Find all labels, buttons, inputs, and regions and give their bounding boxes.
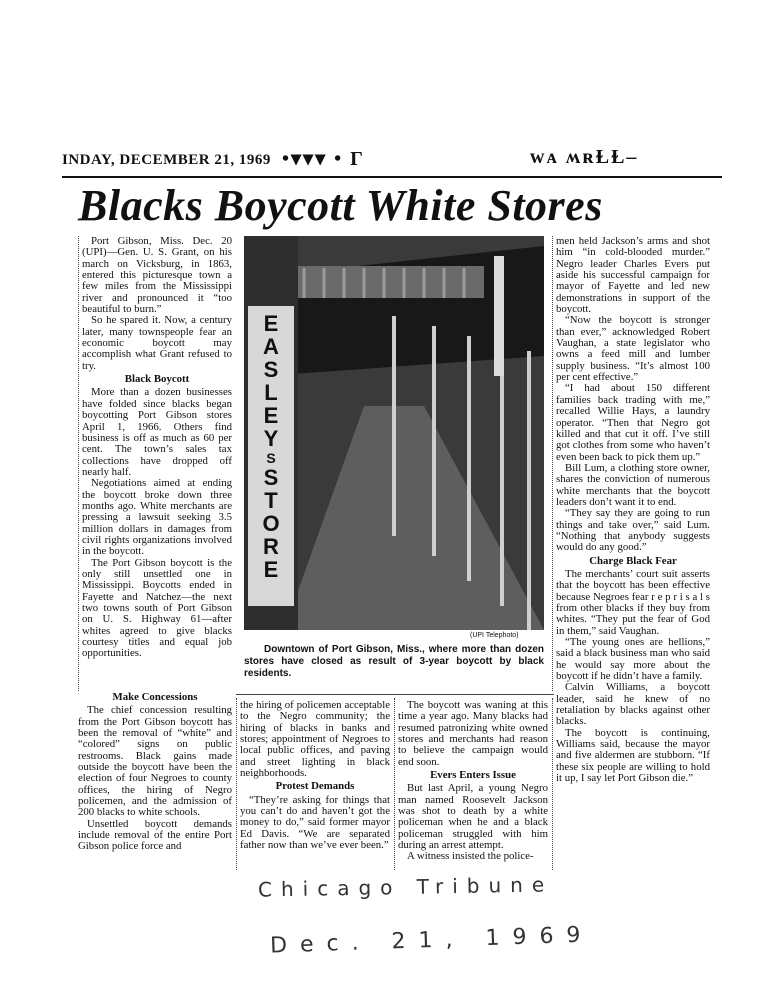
photo-credit: (UPI Telephoto) xyxy=(470,632,519,639)
article-column-2 xyxy=(240,700,390,870)
paragraph: Calvin Williams, a boycott leader, said he knew of no retaliation by blacks against other blacks. xyxy=(556,681,710,728)
masthead-fragment-mid: •▾▾▾ • Γ xyxy=(282,148,365,170)
article-column-1-continued xyxy=(78,690,232,872)
paragraph: “They say they are going to run things and take over,” said Lum. “Nothing that anybody suggests would do any good.” xyxy=(556,507,710,554)
article-column-1 xyxy=(82,236,232,690)
storefront-photo xyxy=(244,236,544,630)
sign-letter: E xyxy=(263,403,279,428)
paragraph: The Port Gibson boycott is the only still unsettled one in Mississippi. Boycotts ended in Fayette and Natchez—the next two towns south of Port Gibson on U. S. Highway 61—after whites agreed to give blacks courtesy titles and equal job opportunities. xyxy=(82,556,232,660)
paragraph: The boycott was waning at this time a year ago. Many blacks had resumed patronizing white owned stores and merchants had reason to believe the campaign would end soon. xyxy=(398,700,548,768)
handwritten-date: Dec. 21, 1969 xyxy=(269,922,594,959)
paragraph: “I had about 150 different families back trading with me,” recalled Willie Hays, a laundry operator. “Then that Negro got killed and that cut it off. I’ve still got clothes from some who haven’t even been back to pick them up.” xyxy=(556,382,710,463)
subheading: Evers Enters Issue xyxy=(430,769,516,782)
paragraph: The chief concession resulting from the Port Gibson boycott has been the removal of “white” and “colored” signs on public restrooms. Black gains made outside the boycott have been the election of four Negroes to county offices, the hiring of Negro policemen, and the admission of 200 blacks to white schools. xyxy=(78,704,232,819)
subheading: Make Concessions xyxy=(112,691,198,703)
column-rule xyxy=(552,698,553,870)
paragraph: Unsettled boycott demands include removal of the entire Port Gibson police force and xyxy=(78,817,232,853)
sign-letter: S xyxy=(263,465,279,490)
column-rule xyxy=(78,236,79,691)
paragraph: “They’re asking for things that you can’t do and haven’t got the money to do,” said former mayor Ed Davis. “We are separated father now than we’ve ever been.” xyxy=(240,793,390,852)
masthead-fragment-right: ᴡᴀ ʍʀⱢⱢ– xyxy=(530,146,639,168)
paragraph: “The young ones are hellions,” said a black business man who said he would say more about the boycott if he didn’t have a family. xyxy=(556,636,710,683)
paragraph: The boycott is continuing, Williams said, because the mayor and five aldermen are stubborn. “If these six people are willing to hold it up, I say let Port Gibson die.” xyxy=(556,726,710,785)
sign-letter: E xyxy=(263,557,279,582)
sign-letter: Y xyxy=(263,426,279,451)
article-column-4 xyxy=(556,236,710,870)
store-sign xyxy=(250,312,292,581)
sign-letter: E xyxy=(263,311,279,336)
paragraph: the hiring of policemen acceptable to the Negro community; the hiring of blacks in banks and stores; appointment of Negroes to local public offices, and paving and street lighting in black neighborhoods. xyxy=(240,700,390,780)
sign-letter: R xyxy=(263,534,279,559)
sign-letter: O xyxy=(262,511,280,536)
paragraph: Port Gibson, Miss. Dec. 20 (UPI)—Gen. U. S. Grant, on his march on Vicksburg, in 1863, entered this picturesque town a few miles from the Mississippi river and pronounced it “too beautiful to burn.” xyxy=(82,236,232,316)
article-column-3 xyxy=(398,700,548,870)
headline: Blacks Boycott White Stores xyxy=(78,181,603,230)
paragraph: But last April, a young Negro man named Roosevelt Jackson was shot to death by a white policeman when he and a black policeman struggled with him during an arrest attempt. xyxy=(398,782,548,852)
dateline xyxy=(62,146,722,178)
paragraph: The merchants’ court suit asserts that the boycott has been effective because Negroes fear r e p r i s a l s from other blacks if they buy from whites. “They put the fear of God in them,” said Vaughan. xyxy=(556,567,710,637)
sign-letter: T xyxy=(264,488,278,513)
sign-letter: A xyxy=(263,334,279,359)
subheading: Black Boycott xyxy=(124,373,190,386)
paragraph: men held Jackson’s arms and shot him “in cold-blooded murder.” Negro leader Charles Evers put aside his successful campaign for mayor of Fayette and led new demonstrations in support of the boycott. xyxy=(556,236,710,316)
paragraph: So he spared it. Now, a century later, many townspeople fear an economic boycott may accomplish what Grant refused to try. xyxy=(82,314,232,372)
paragraph: Bill Lum, a clothing store owner, shares the conviction of numerous white merchants that the boycott leaders don’t want it to end. xyxy=(556,461,710,508)
sign-letter: S xyxy=(266,450,276,466)
paragraph: “Now the boycott is stronger than ever,” acknowledged Robert Vaughan, a state legislator who owns a feed mill and lumber supply business. “It’s almost 100 per cent effective.” xyxy=(556,314,710,384)
column-rule xyxy=(394,698,395,870)
paragraph: More than a dozen businesses have folded since blacks began boycotting Port Gibson stores April 1, 1966. Others find business is off as much as 60 per cent. The town’s sales tax collections have dropped off nearly half. xyxy=(82,386,232,478)
sign-letter: S xyxy=(263,357,279,382)
dateline-text: INDAY, DECEMBER 21, 1969 xyxy=(62,152,271,168)
sign-letter: L xyxy=(264,380,278,405)
handwritten-source: Chicago Tribune xyxy=(257,872,554,902)
dateline-rule xyxy=(62,176,722,178)
paragraph: A witness insisted the police- xyxy=(407,850,534,863)
paragraph: Negotiations aimed at ending the boycott broke down three months ago. White merchants are pressing a lawsuit seeking 3.5 million dollars in damages from civil rights organizations involved in the boycott. xyxy=(82,477,232,558)
column-rule xyxy=(236,698,237,870)
caption-rule xyxy=(236,694,554,695)
subheading: Protest Demands xyxy=(275,780,355,793)
subheading: Charge Black Fear xyxy=(589,554,677,567)
column-rule xyxy=(552,236,553,691)
photo-caption: Downtown of Port Gibson, Miss., where more than dozen stores have closed as result of 3-year boycott by black residents. xyxy=(244,644,544,679)
